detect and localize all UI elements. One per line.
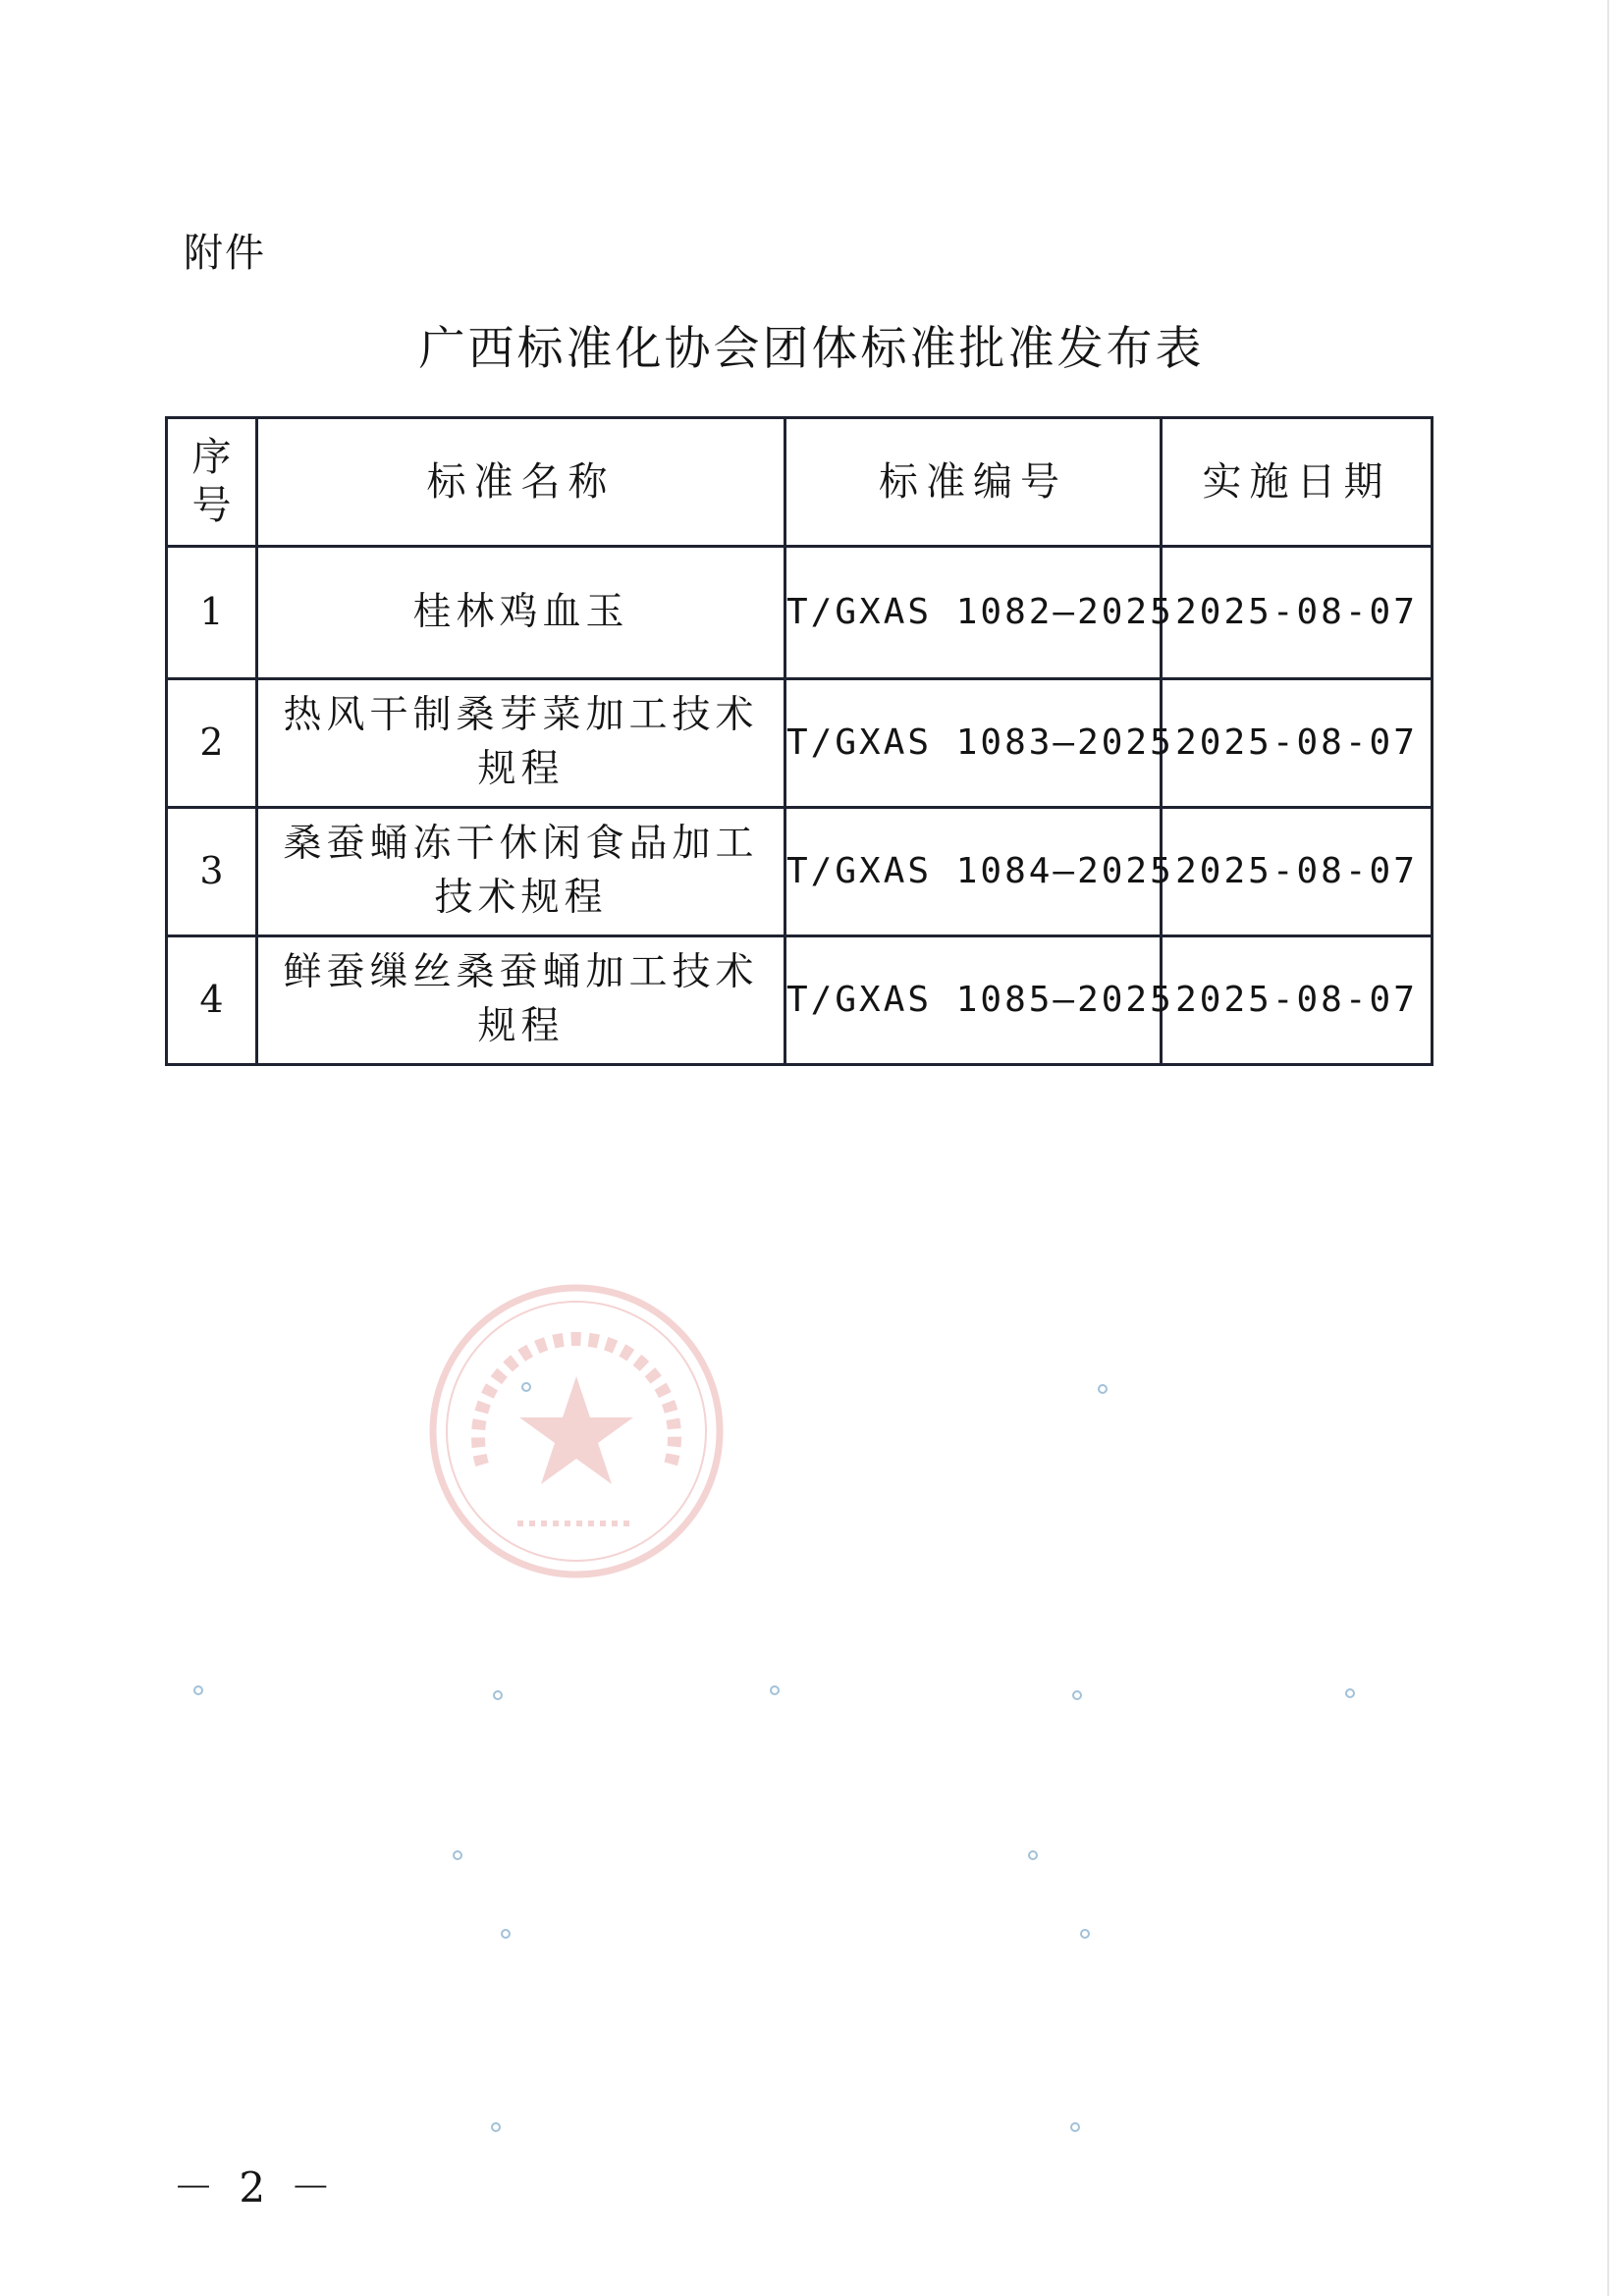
scan-speck bbox=[491, 2122, 501, 2132]
cell-code: T/GXAS 1085—2025 bbox=[785, 936, 1162, 1065]
scan-speck bbox=[1345, 1688, 1355, 1698]
standards-table bbox=[165, 416, 1434, 1066]
cell-name: 桑蚕蛹冻干休闲食品加工技术规程 bbox=[257, 808, 785, 936]
header-date: 实施日期 bbox=[1162, 418, 1433, 547]
scan-speck bbox=[521, 1382, 531, 1392]
cell-name: 热风干制桑芽菜加工技术规程 bbox=[257, 679, 785, 808]
scan-speck bbox=[1072, 1690, 1082, 1700]
header-name: 标准名称 bbox=[257, 418, 785, 547]
attachment-label: 附件 bbox=[184, 231, 266, 276]
cell-seq: 2 bbox=[167, 679, 257, 808]
cell-date: 2025-08-07 bbox=[1162, 679, 1433, 808]
scan-speck bbox=[193, 1685, 203, 1695]
scan-speck bbox=[1098, 1384, 1108, 1394]
scan-speck bbox=[493, 1690, 503, 1700]
page-number: － 2 － bbox=[173, 2163, 338, 2212]
cell-date: 2025-08-07 bbox=[1162, 808, 1433, 936]
cell-name: 鲜蚕缫丝桑蚕蛹加工技术规程 bbox=[257, 936, 785, 1065]
official-seal bbox=[423, 1278, 730, 1584]
table-row bbox=[167, 547, 1433, 679]
header-seq-line2: 号 bbox=[191, 483, 232, 528]
table-header-row bbox=[167, 418, 1433, 547]
scan-speck bbox=[770, 1685, 780, 1695]
cell-date: 2025-08-07 bbox=[1162, 547, 1433, 679]
table-row bbox=[167, 808, 1433, 936]
cell-seq: 1 bbox=[167, 547, 257, 679]
cell-code: T/GXAS 1082—2025 bbox=[785, 547, 1162, 679]
header-seq bbox=[167, 418, 257, 547]
header-seq-line1: 序 bbox=[191, 435, 232, 481]
scan-speck bbox=[501, 1929, 511, 1939]
document-title: 广西标准化协会团体标准批准发布表 bbox=[418, 322, 1205, 376]
scan-speck bbox=[1080, 1929, 1090, 1939]
scan-speck bbox=[1070, 2122, 1080, 2132]
cell-code: T/GXAS 1084—2025 bbox=[785, 808, 1162, 936]
table-row bbox=[167, 679, 1433, 808]
cell-seq: 3 bbox=[167, 808, 257, 936]
seal-star-icon bbox=[519, 1376, 633, 1484]
header-code: 标准编号 bbox=[785, 418, 1162, 547]
table-row bbox=[167, 936, 1433, 1065]
cell-date: 2025-08-07 bbox=[1162, 936, 1433, 1065]
cell-name: 桂林鸡血玉 bbox=[257, 547, 785, 679]
cell-seq: 4 bbox=[167, 936, 257, 1065]
scan-speck bbox=[453, 1850, 462, 1860]
scan-speck bbox=[1028, 1850, 1038, 1860]
cell-code: T/GXAS 1083—2025 bbox=[785, 679, 1162, 808]
